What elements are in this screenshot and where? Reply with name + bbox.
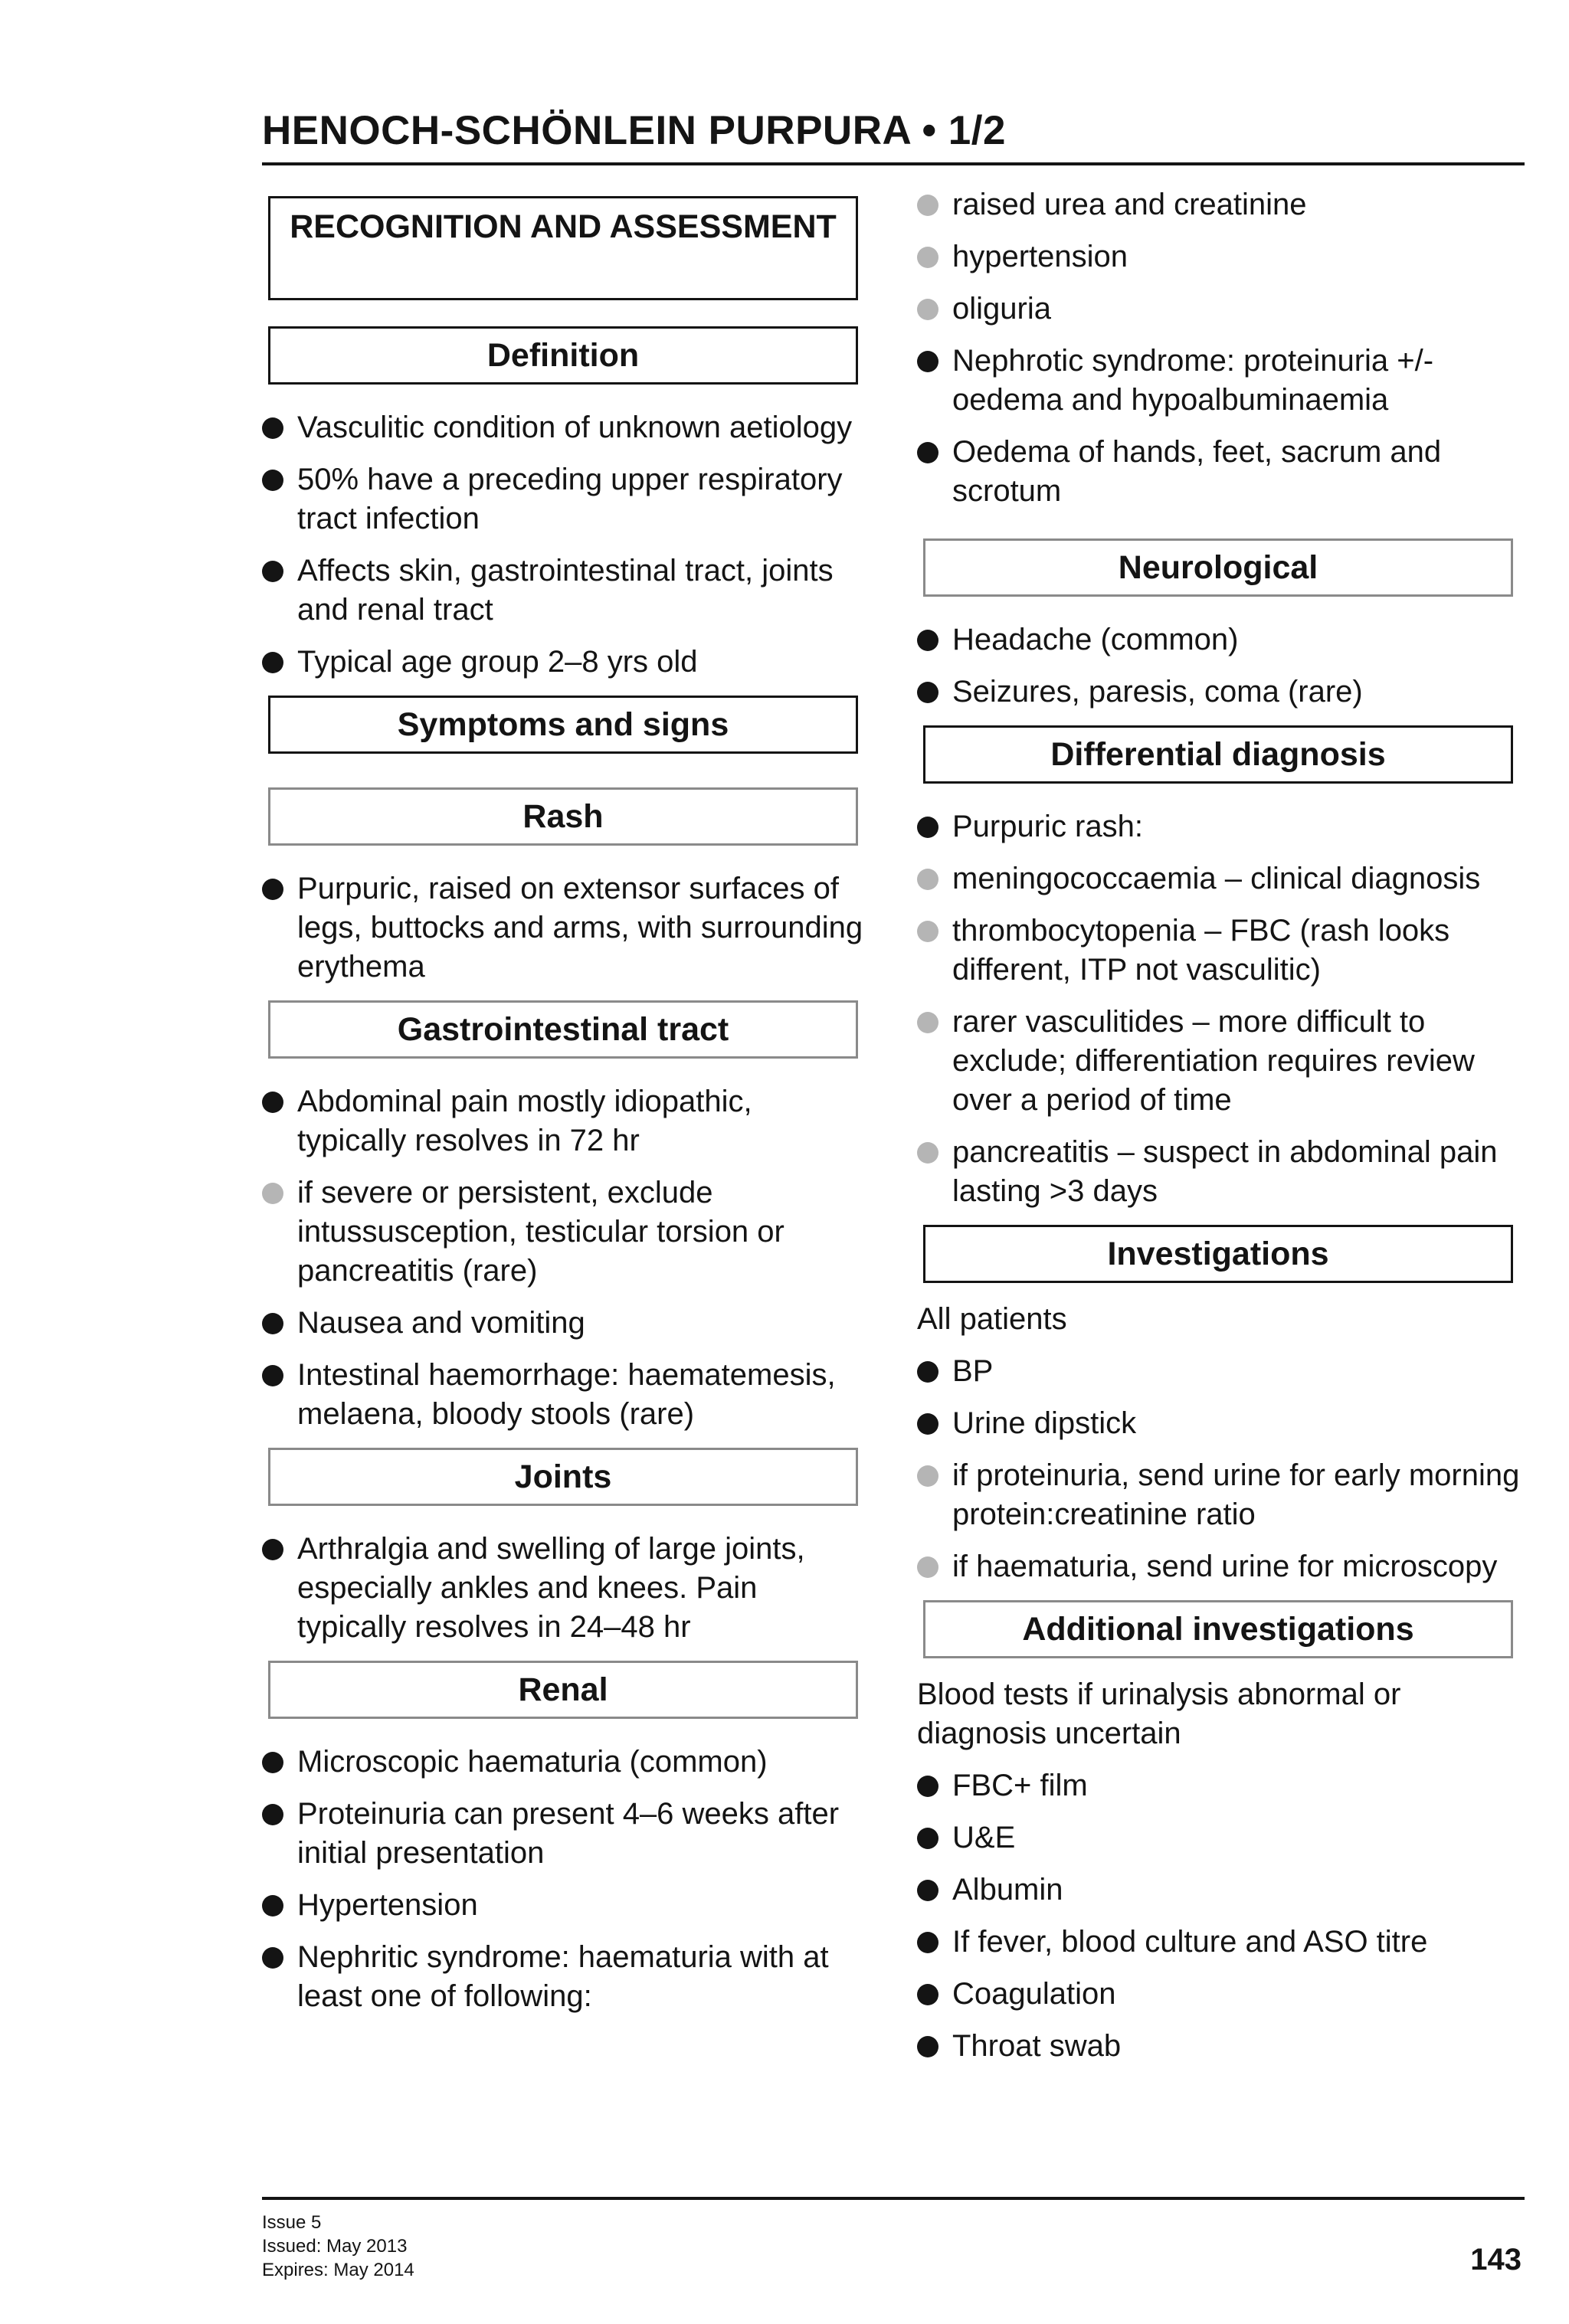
list-item: Proteinuria can present 4–6 weeks after initial presentation [262,1795,867,1873]
list-item: Intestinal haemorrhage: haematemesis, melaena, bloody stools (rare) [262,1356,867,1434]
list-item: 50% have a preceding upper respiratory tract infection [262,460,867,538]
list-item: Typical age group 2–8 yrs old [262,643,867,682]
subsection-joints: Joints [268,1448,858,1506]
list-item: oliguria [917,290,1522,329]
list-item: if proteinuria, send urine for early morning protein:creatinine ratio [917,1456,1522,1534]
list-item: Oedema of hands, feet, sacrum and scrotum [917,433,1522,511]
investigations-intro: All patients [917,1302,1067,1336]
section-differential-diagnosis: Differential diagnosis [923,725,1513,784]
section-investigations: Investigations [923,1225,1513,1283]
list-item: Vasculitic condition of unknown aetiology [262,408,867,447]
subsection-neurological: Neurological [923,538,1513,597]
list-item: if severe or persistent, exclude intussusception, testicular torsion or pancreatitis (rare) [262,1173,867,1291]
left-column [262,196,867,2016]
page-number: 143 [1470,2243,1522,2277]
list-item: FBC+ film [917,1766,1522,1805]
list-item: If fever, blood culture and ASO titre [917,1923,1522,1962]
section-additional-investigations: Additional investigations [923,1600,1513,1658]
list-item: thrombocytopenia – FBC (rash looks different, ITP not vasculitic) [917,912,1522,990]
list-item: Nausea and vomiting [262,1304,867,1343]
list-item: meningococcaemia – clinical diagnosis [917,859,1522,899]
list-item: Albumin [917,1871,1522,1910]
page-title: HENOCH-SCHÖNLEIN PURPURA • 1/2 [262,108,1006,153]
section-heading-recognition [268,196,858,300]
list-item: Abdominal pain mostly idiopathic, typically resolves in 72 hr [262,1082,867,1160]
issued-date: Issued: May 2013 [262,2236,408,2257]
recognition-heading-text: RECOGNITION AND ASSESSMENT [290,208,837,245]
header-rule [262,162,1525,165]
list-item: hypertension [917,237,1522,277]
list-item: Nephrotic syndrome: proteinuria +/- oedema and hypoalbuminaemia [917,342,1522,420]
list-item: raised urea and creatinine [917,185,1522,224]
list-item: U&E [917,1818,1522,1858]
list-item: Nephritic syndrome: haematuria with at least one of following: [262,1938,867,2016]
list-item: Purpuric, raised on extensor surfaces of legs, buttocks and arms, with surrounding erythema [262,869,867,987]
expiry-date: Expires: May 2014 [262,2260,414,2280]
list-item: Purpuric rash: [917,807,1522,846]
subsection-symptoms: Symptoms and signs [268,696,858,754]
subsection-rash: Rash [268,787,858,846]
additional-intro: Blood tests if urinalysis abnormal or diagnosis uncertain [917,1678,1401,1750]
footer-rule [262,2197,1525,2200]
right-column [917,185,1522,2066]
list-item: pancreatitis – suspect in abdominal pain lasting >3 days [917,1133,1522,1211]
list-item: Coagulation [917,1975,1522,2014]
list-item: Arthralgia and swelling of large joints, especially ankles and knees. Pain typically resolves in 24–48 hr [262,1530,867,1647]
list-item: rarer vasculitides – more difficult to exclude; differentiation requires review over a period of time [917,1003,1522,1120]
list-item: Urine dipstick [917,1404,1522,1443]
list-item: Hypertension [262,1886,867,1925]
subsection-definition: Definition [268,326,858,385]
list-item: if haematuria, send urine for microscopy [917,1547,1522,1586]
list-item: Headache (common) [917,620,1522,660]
issue-number: Issue 5 [262,2212,322,2233]
list-item: Throat swab [917,2027,1522,2066]
list-item: Affects skin, gastrointestinal tract, joints and renal tract [262,552,867,630]
list-item: BP [917,1352,1522,1391]
list-item: Seizures, paresis, coma (rare) [917,673,1522,712]
list-item: Microscopic haematuria (common) [262,1743,867,1782]
subsection-renal: Renal [268,1661,858,1719]
footer-issue-info [262,2211,414,2282]
subsection-gi: Gastrointestinal tract [268,1000,858,1059]
